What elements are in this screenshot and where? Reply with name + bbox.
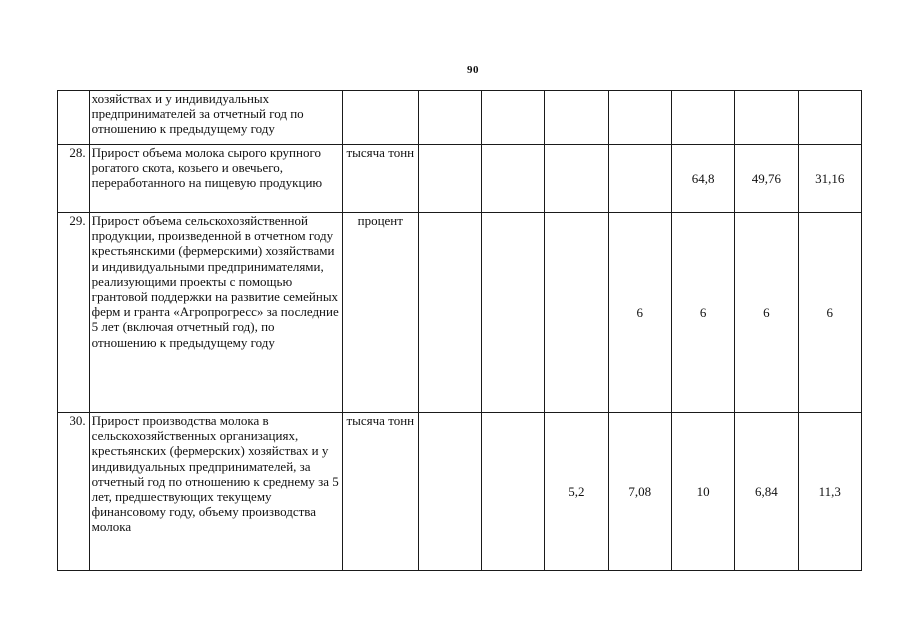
- value-cell: [481, 91, 544, 145]
- row-number: 28.: [58, 145, 90, 213]
- value-cell: 64,8: [671, 145, 734, 213]
- value-cell: [481, 413, 544, 571]
- unit-cell: тысяча тонн: [343, 145, 419, 213]
- value-cell: 6: [735, 213, 798, 413]
- value-cell: [418, 213, 481, 413]
- value-cell: [608, 91, 671, 145]
- value-cell: [545, 213, 608, 413]
- value-cell: 6,84: [735, 413, 798, 571]
- value-cell: 11,3: [798, 413, 861, 571]
- value-cell: [735, 91, 798, 145]
- row-number: 29.: [58, 213, 90, 413]
- table-row: [58, 413, 862, 571]
- value-cell: [418, 145, 481, 213]
- unit-cell: тысяча тонн: [343, 413, 419, 571]
- value-cell: 6: [798, 213, 861, 413]
- value-cell: [798, 91, 861, 145]
- indicator-name: хозяйствах и у индивидуальных предпринимателей за отчетный год по отношению к предыдущему году: [89, 91, 342, 145]
- value-cell: [418, 413, 481, 571]
- value-cell: [418, 91, 481, 145]
- value-cell: [545, 145, 608, 213]
- value-cell: 5,2: [545, 413, 608, 571]
- value-cell: 49,76: [735, 145, 798, 213]
- value-cell: [545, 91, 608, 145]
- table-row: [58, 91, 862, 145]
- table-row: [58, 213, 862, 413]
- unit-cell: процент: [343, 213, 419, 413]
- unit-cell: [343, 91, 419, 145]
- indicator-name: Прирост объема сельскохозяйственной продукции, произведенной в отчетном году крестьянскими (фермерскими) хозяйствами и индивидуальными предпринимателями, реализующими проекты с помощью грантовой поддержки на развитие семейных ферм и гранта «Агропрогресс» за последние 5 лет (включая отчетный год), по отношению к предыдущему году: [89, 213, 342, 413]
- value-cell: [608, 145, 671, 213]
- value-cell: [671, 91, 734, 145]
- value-cell: 10: [671, 413, 734, 571]
- indicators-table: [57, 90, 862, 571]
- row-number: 30.: [58, 413, 90, 571]
- value-cell: 6: [671, 213, 734, 413]
- value-cell: [481, 213, 544, 413]
- row-number: [58, 91, 90, 145]
- table-row: [58, 145, 862, 213]
- page-number: 90: [467, 64, 479, 76]
- indicator-name: Прирост объема молока сырого крупного рогатого скота, козьего и овечьего, переработанного на пищевую продукцию: [89, 145, 342, 213]
- indicator-name: Прирост производства молока в сельскохозяйственных организациях, крестьянских (фермерских) хозяйствах и у индивидуальных предпринимателей, за отчетный год по отношению к среднему за 5 лет, предшествующих текущему финансовому году, объему производства молока: [89, 413, 342, 571]
- value-cell: [481, 145, 544, 213]
- value-cell: 7,08: [608, 413, 671, 571]
- value-cell: 6: [608, 213, 671, 413]
- value-cell: 31,16: [798, 145, 861, 213]
